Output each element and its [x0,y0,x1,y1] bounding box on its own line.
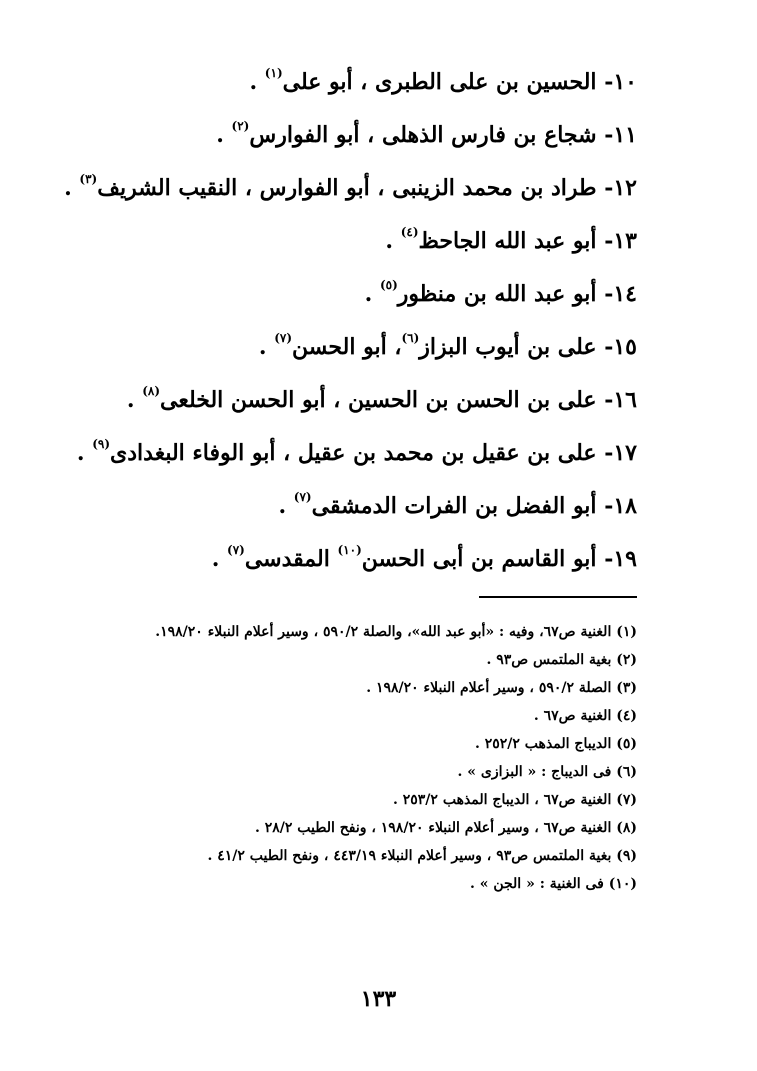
footnote-ref: (٩) [92,437,111,451]
entry-number: ١٩- [604,546,637,572]
footnote: (١) الغنية ص٦٧، وفيه : «أبو عبد الله»، والصلة ٥٩٠/٢ ، وسير أعلام النبلاء ١٩٨/٢٠. [155,624,637,640]
footnote-ref: (٤) [400,225,419,239]
entry-list [64,56,637,586]
entry-text-cont: . [278,493,294,519]
footnote: (٤) الغنية ص٦٧ . [533,708,637,724]
entry-number: ١٤- [604,281,637,307]
footnote-ref: (٥) [379,278,398,292]
page-number: ١٣٣ [360,986,397,1012]
entry-text: أبو عبد الله الجاحظ [418,228,597,254]
footnote-ref: (٢) [231,119,250,133]
footnote-ref: (٦) [401,331,420,345]
footnote: (٣) الصلة ٥٩٠/٢ ، وسير أعلام النبلاء ١٩٨/٢٠ . [366,680,637,696]
entry-text-cont: . [385,228,401,254]
entry-text: أبو القاسم بن أبى الحسن [361,546,597,572]
entry-text: على بن أيوب البزاز [419,334,597,360]
list-item [77,321,637,374]
list-item [77,268,637,321]
entry-text-cont: . [364,281,380,307]
list-item [77,215,637,268]
entry-text: على بن الحسن بن الحسين ، أبو الحسن الخلعى [160,387,597,413]
footnote-divider [479,596,637,598]
footnote: (٧) الغنية ص٦٧ ، الديباج المذهب ٢٥٣/٢ . [393,792,637,808]
entry-text-cont: . [216,122,232,148]
list-item [77,374,637,427]
entry-text-cont: . [64,175,80,201]
entry-number: ١٨- [604,493,637,519]
entry-text-cont: . [126,387,143,413]
footnote: (٩) بغية الملتمس ص٩٣ ، وسير أعلام النبلاء ٤٤٣/١٩ ، ونفح الطيب ٤١/٢ . [207,848,637,864]
entry-text-cont: . [76,440,93,466]
entry-text-cont: . [249,69,265,95]
entry-number: ١٢- [604,175,637,201]
entry-text-cont: ، أبو الحسن [292,334,402,360]
footnote: (٨) الغنية ص٦٧ ، وسير أعلام النبلاء ١٩٨/٢٠ ، ونفح الطيب ٢٨/٢ . [254,820,637,836]
footnote-ref: (١) [264,66,283,80]
entry-number: ١٧- [604,440,637,466]
footnote-ref: (٧) [293,490,312,504]
entry-number: ١٥- [604,334,637,360]
list-item [77,56,637,109]
footnote-ref: (٧) [227,543,245,557]
list-item [77,109,637,162]
footnote-ref: (١٠) [337,543,362,557]
list-item [64,162,637,215]
entry-text: شجاع بن فارس الذهلى ، أبو الفوارس [249,122,597,148]
footnote: (١٠) فى الغنية : « الجن » . [469,876,637,892]
entry-text-end: . [211,546,228,572]
footnote-ref: (٨) [142,384,161,398]
entry-text-end: . [258,334,275,360]
list-item [77,480,637,533]
footnotes [77,618,637,898]
entry-number: ١٠- [604,69,637,95]
entry-text: الحسين بن على الطبرى ، أبو على [282,69,597,95]
entry-number: ١٣- [604,228,637,254]
entry-text: أبو عبد الله بن منظور [397,281,597,307]
footnote: (٥) الديباج المذهب ٢٥٢/٢ . [474,736,637,752]
footnote-ref: (٣) [79,172,98,186]
list-item [77,427,637,480]
entry-number: ١٦- [604,387,637,413]
list-item [77,533,637,586]
entry-text: على بن عقيل بن محمد بن عقيل ، أبو الوفاء البغدادى [110,440,597,466]
entry-number: ١١- [604,122,637,148]
entry-text-cont: المقدسى [244,546,338,572]
footnote-ref: (٧) [274,331,293,345]
footnote: (٢) بغية الملتمس ص٩٣ . [486,652,637,668]
entry-text: طراد بن محمد الزينبى ، أبو الفوارس ، النقيب الشريف [97,175,597,201]
footnote: (٦) فى الديباج : « البزازى » . [457,764,637,780]
entry-text: أبو الفضل بن الفرات الدمشقى [311,493,597,519]
